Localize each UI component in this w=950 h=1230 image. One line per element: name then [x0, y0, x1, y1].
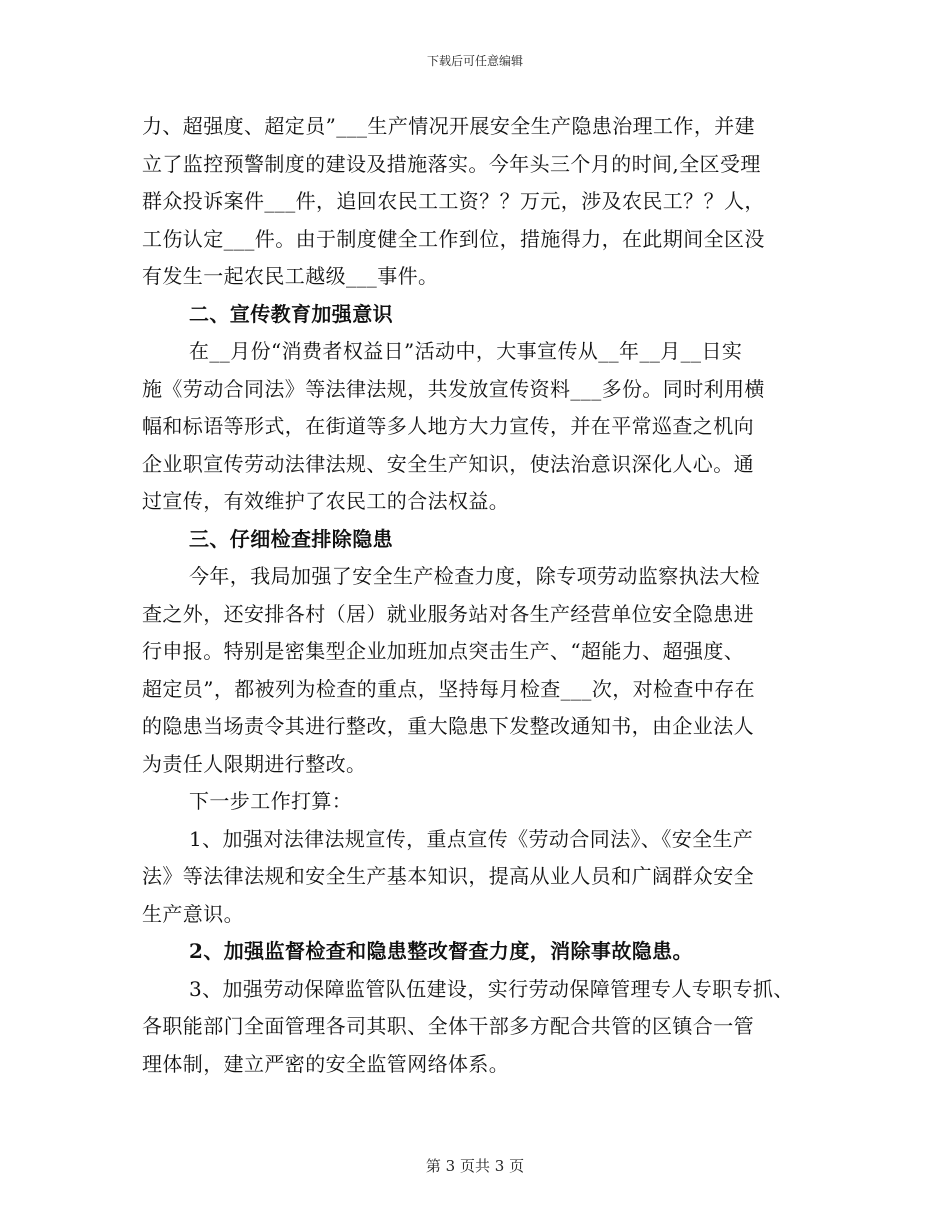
body-line: 工伤认定___件。由于制度健全工作到位，措施得力，在此期间全区没 — [142, 226, 765, 251]
section-heading: 三、仔细检查排除隐患 — [189, 526, 393, 551]
bold-item-line: 2、加强监督检查和隐患整改督查力度，消除事故隐患。 — [189, 939, 693, 963]
body-line: 下一步工作打算： — [189, 789, 353, 813]
body-line: 企业职宣传劳动法律法规、安全生产知识，使法治意识深化人心。通 — [142, 451, 754, 476]
page-header: 下载后可任意编辑 — [426, 54, 523, 68]
body-line: 法》等法律法规和安全生产基本知识，提高从业人员和广阔群众安全 — [142, 864, 754, 888]
body-line: 超定员”，都被列为检查的重点，坚持每月检查___次，对检查中存在 — [142, 676, 756, 701]
body-line: 在__月份“消费者权益日”活动中，大事宣传从__年__月__日实 — [189, 339, 743, 363]
body-line: 今年，我局加强了安全生产检查力度，除专项劳动监察执法大检 — [189, 564, 761, 588]
body-line: 的隐患当场责令其进行整改，重大隐患下发整改通知书，由企业法人 — [142, 714, 754, 738]
body-line: 群众投诉案件___件，追回农民工工资？？万元，涉及农民工？？人， — [142, 189, 765, 213]
body-line: 查之外，还安排各村（居）就业服务站对各生产经营单位安全隐患进 — [142, 601, 754, 626]
body-line: 1、加强对法律法规宣传，重点宣传《劳动合同法》、《安全生产 — [189, 826, 754, 851]
body-line: 为责任人限期进行整改。 — [142, 751, 367, 776]
body-line: 各职能部门全面管理各司其职、全体干部多方配合共管的区镇合一管 — [142, 1014, 754, 1038]
body-line: 理体制，建立严密的安全监管网络体系。 — [142, 1051, 510, 1076]
body-line: 生产意识。 — [142, 901, 244, 926]
section-heading: 二、宣传教育加强意识 — [189, 301, 393, 326]
page-footer: 第 3 页共 3 页 — [425, 1157, 525, 1175]
body-line: 3、加强劳动保障监管队伍建设，实行劳动保障管理专人专职专抓、 — [189, 976, 794, 1001]
body-line: 力、超强度、超定员”___生产情况开展安全生产隐患治理工作，并建 — [142, 114, 756, 138]
document-body — [142, 108, 810, 1083]
body-line: 有发生一起农民工越级___事件。 — [142, 264, 439, 288]
body-line: 立了监控预警制度的建设及措施落实。今年头三个月的时间,全区受理 — [142, 151, 761, 176]
body-line: 过宣传，有效维护了农民工的合法权益。 — [142, 489, 510, 513]
body-line: 行申报。特别是密集型企业加班加点突击生产、“超能力、超强度、 — [142, 639, 745, 663]
body-line: 施《劳动合同法》等法律法规，共发放宣传资料___多份。同时利用横 — [142, 376, 765, 401]
body-line: 幅和标语等形式，在街道等多人地方大力宣传，并在平常巡查之机向 — [142, 414, 754, 438]
